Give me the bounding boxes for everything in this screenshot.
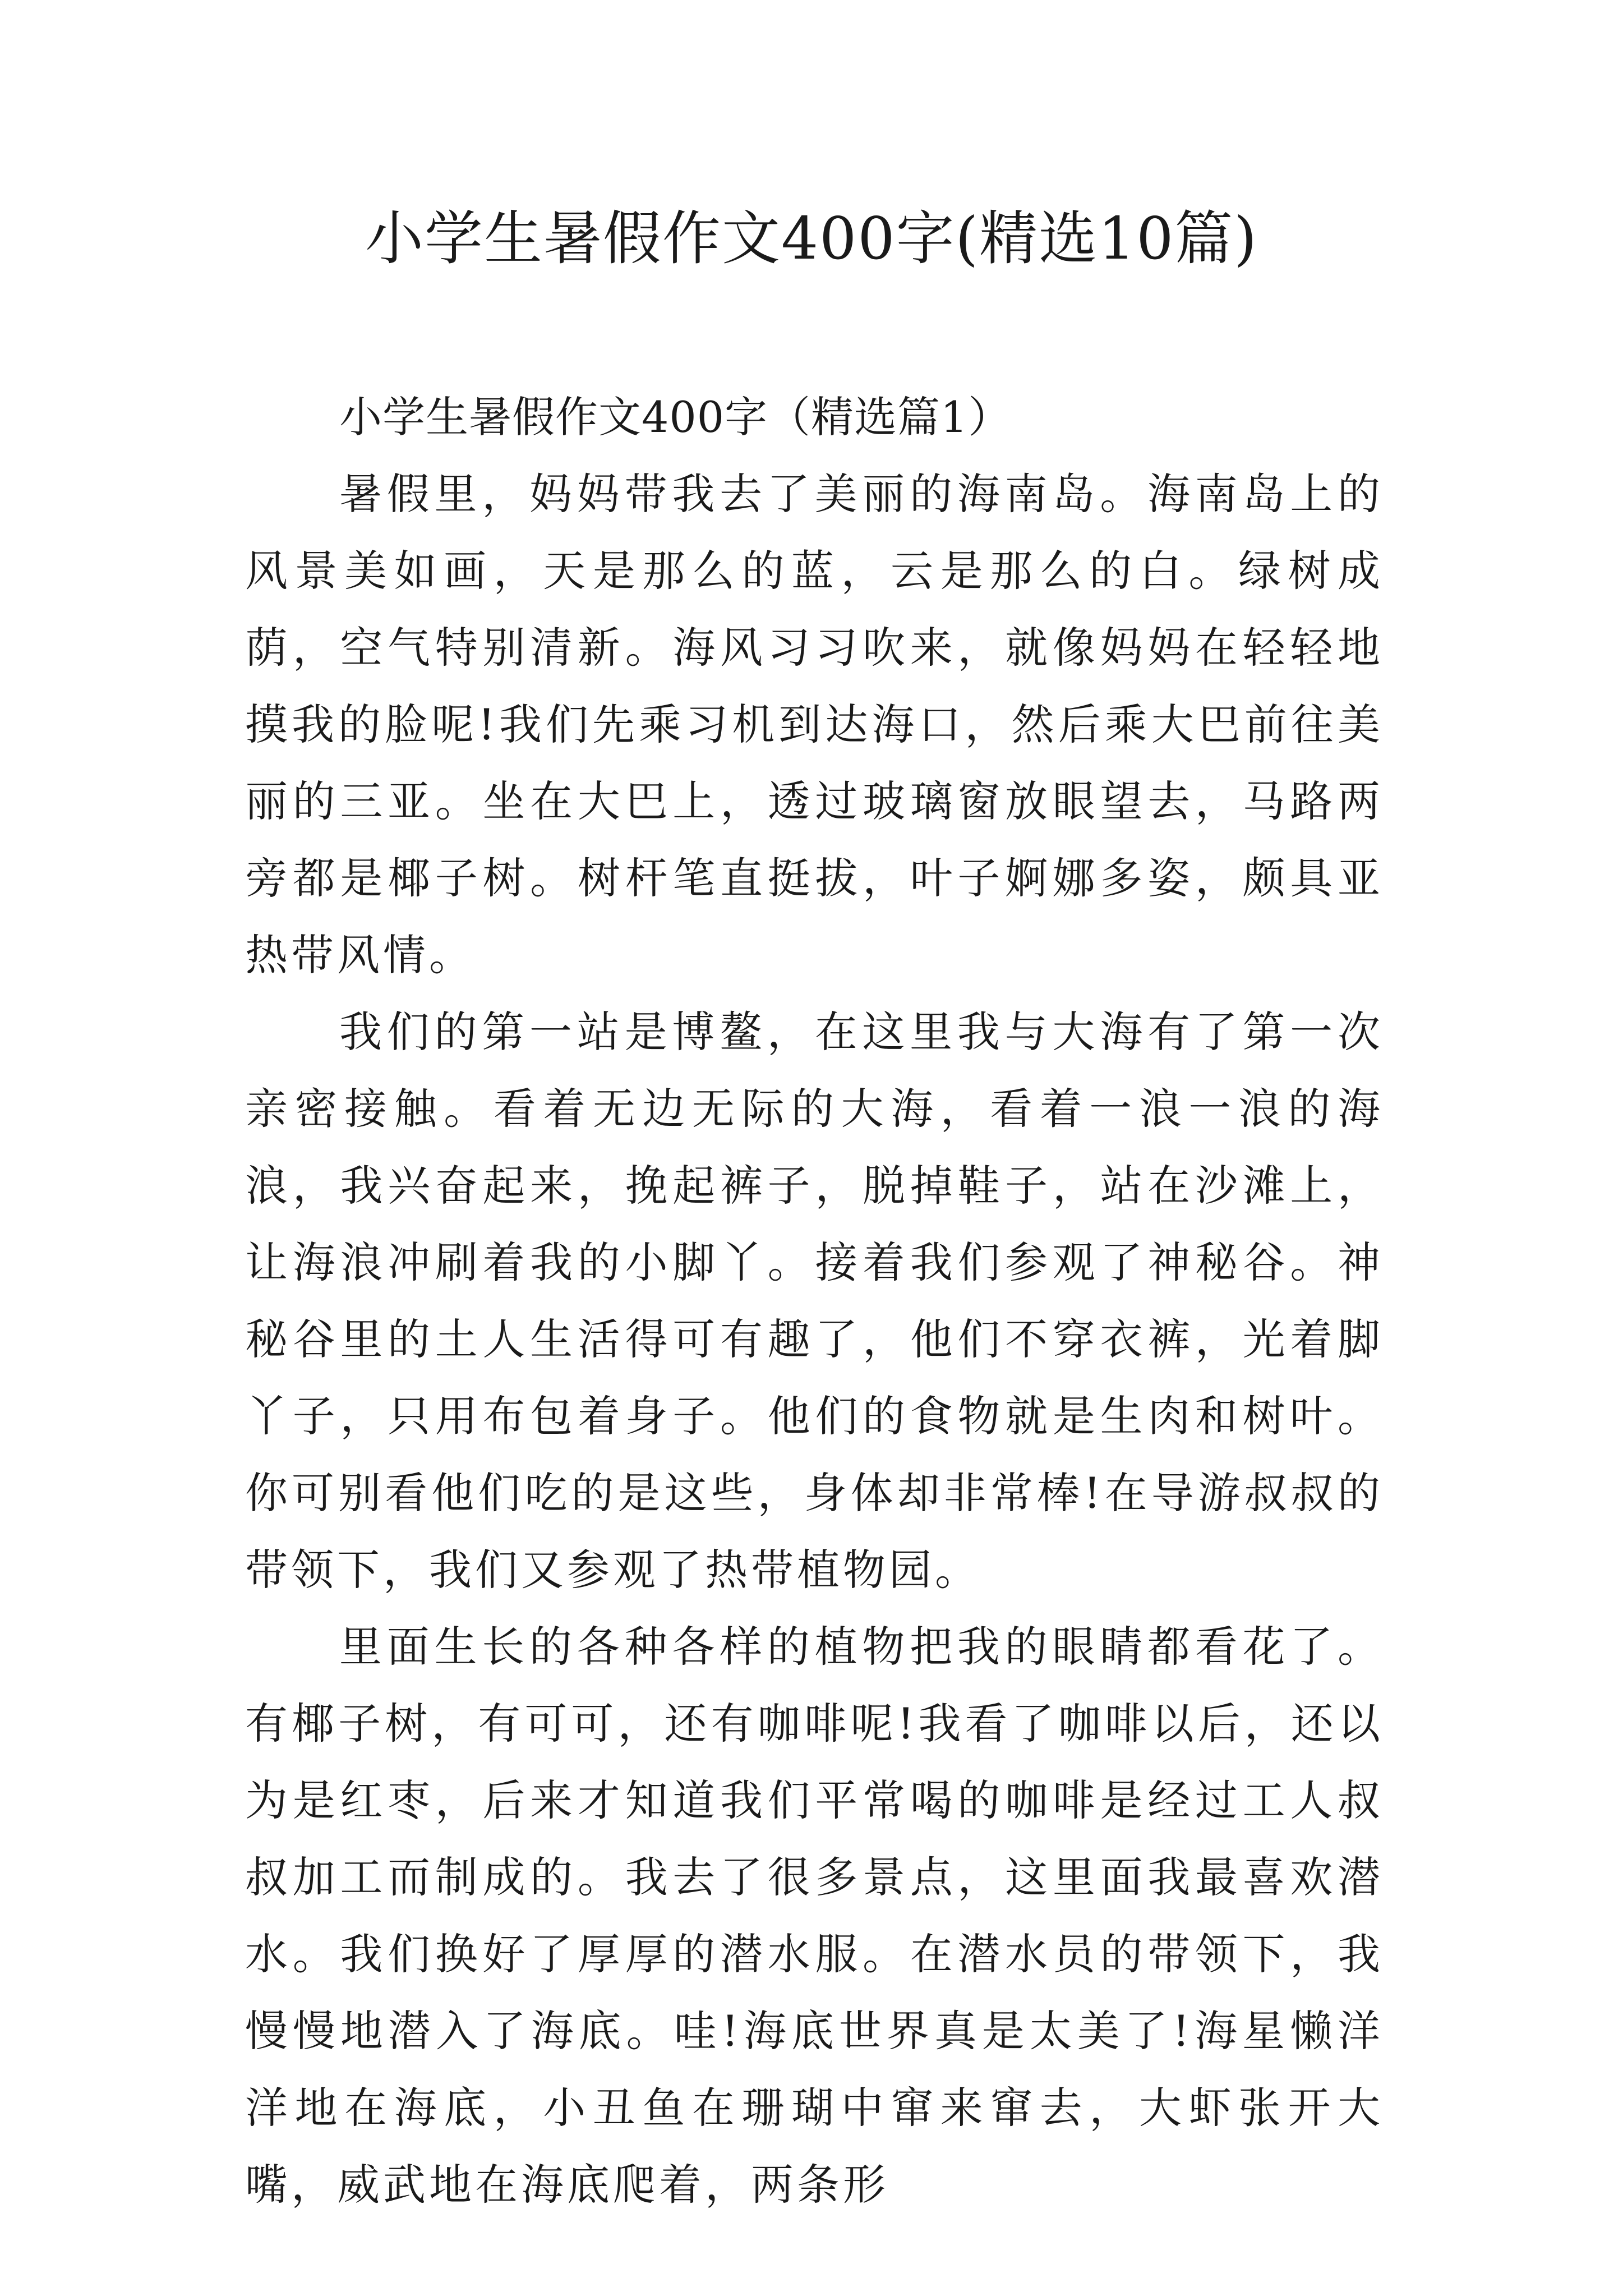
document-title: 小学生暑假作文400字(精选10篇) xyxy=(365,204,1258,273)
document-body xyxy=(245,379,1384,2223)
paragraph-1: 暑假里，妈妈带我去了美丽的海南岛。海南岛上的风景美如画，天是那么的蓝，云是那么的白。绿树成荫，空气特别清新。海风习习吹来，就像妈妈在轻轻地摸我的脸呢!我们先乘习机到达海口，然后乘大巴前往美丽的三亚。坐在大巴上，透过玻璃窗放眼望去，马路两旁都是椰子树。树杆笔直挺拔，叶子婀娜多姿，颇具亚热带风情。 xyxy=(245,469,1384,980)
paragraph-3: 里面生长的各种各样的植物把我的眼睛都看花了。有椰子树，有可可，还有咖啡呢!我看了咖啡以后，还以为是红枣，后来才知道我们平常喝的咖啡是经过工人叔叔加工而制成的。我去了很多景点，这里面我最喜欢潜水。我们换好了厚厚的潜水服。在潜水员的带领下，我慢慢地潜入了海底。哇!海底世界真是太美了!海星懒洋洋地在海底，小丑鱼在珊瑚中窜来窜去，大虾张开大嘴，威武地在海底爬着，两条形 xyxy=(245,1622,1384,2210)
paragraph-2: 我们的第一站是博鳌，在这里我与大海有了第一次亲密接触。看着无边无际的大海，看着一浪一浪的海浪，我兴奋起来，挽起裤子，脱掉鞋子，站在沙滩上，让海浪冲刷着我的小脚丫。接着我们参观了神秘谷。神秘谷里的土人生活得可有趣了，他们不穿衣裤，光着脚丫子，只用布包着身子。他们的食物就是生肉和树叶。你可别看他们吃的是这些，身体却非常棒!在导游叔叔的带领下，我们又参观了热带植物园。 xyxy=(245,1007,1384,1595)
section-heading: 小学生暑假作文400字（精选篇1） xyxy=(339,392,1012,442)
